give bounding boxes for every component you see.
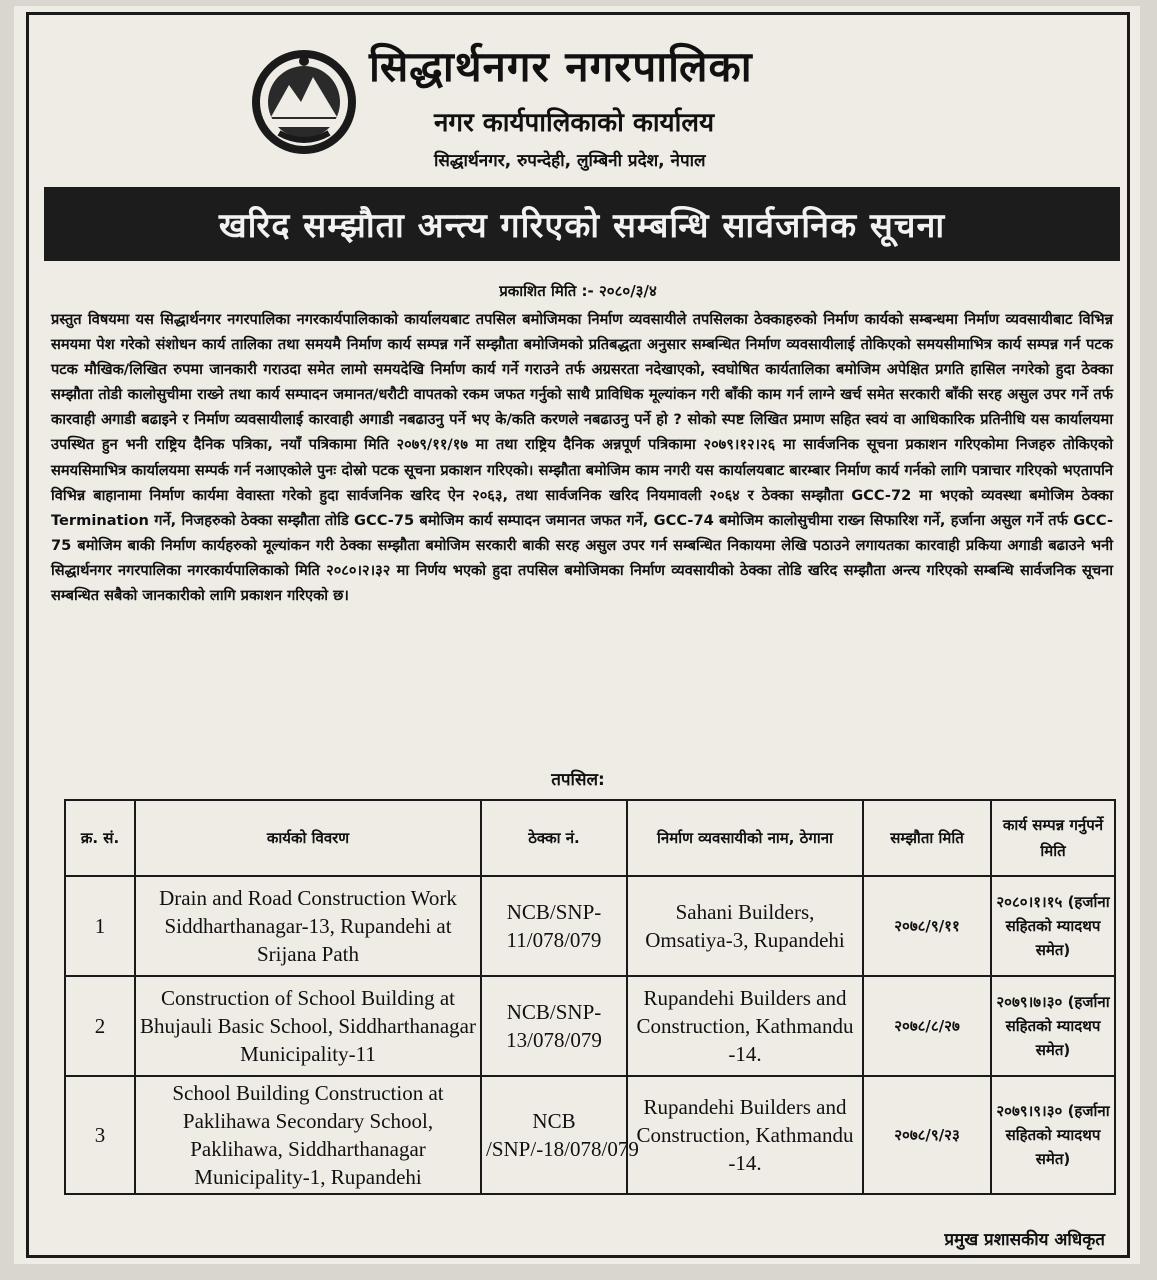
header-agreement-date: सम्झौता मिति <box>863 800 991 876</box>
row-contractor: Rupandehi Builders and Construction, Kathmandu -14. <box>627 1076 863 1194</box>
header-contractor: निर्माण व्यवसायीको नाम, ठेगाना <box>627 800 863 876</box>
row-contract-no: NCB/SNP-13/078/079 <box>481 976 627 1076</box>
row-agreement-date: २०७८/८/२७ <box>863 976 991 1076</box>
table-row <box>65 1076 1115 1194</box>
header-contract-no: ठेक्का नं. <box>481 800 627 876</box>
details-heading: तपसिल: <box>551 770 605 790</box>
row-contractor: Sahani Builders, Omsatiya-3, Rupandehi <box>627 876 863 976</box>
row-contractor: Rupandehi Builders and Construction, Kathmandu -14. <box>627 976 863 1076</box>
row-sn: 3 <box>65 1076 135 1194</box>
row-sn: 1 <box>65 876 135 976</box>
organization-name: सिद्धार्थनगर नगरपालिका <box>369 42 753 91</box>
row-completion-date: २०७९।९।३० (हर्जाना सहितको म्यादथप समेत) <box>991 1076 1115 1194</box>
notice-page <box>14 6 1140 1264</box>
header-sn: क्र. सं. <box>65 800 135 876</box>
header-work: कार्यको विवरण <box>135 800 481 876</box>
government-emblem-icon <box>249 47 359 157</box>
row-contract-no: NCB /SNP/-18/078/079 <box>481 1076 627 1194</box>
signatory-title: प्रमुख प्रशासकीय अधिकृत <box>944 1230 1105 1250</box>
notice-title: खरिद सम्झौता अन्त्य गरिएको सम्बन्धि सार्वजनिक सूचना <box>44 187 1120 261</box>
office-address: सिद्धार्थनगर, रुपन्देही, लुम्बिनी प्रदेश, नेपाल <box>434 151 706 171</box>
row-agreement-date: २०७८/९/२३ <box>863 1076 991 1194</box>
header-completion-date: कार्य सम्पन्न गर्नुपर्ने मिति <box>991 800 1115 876</box>
row-sn: 2 <box>65 976 135 1076</box>
contracts-table <box>64 799 1116 1195</box>
published-date: प्रकाशित मिति :- २०८०/३/४ <box>499 282 657 300</box>
row-work: Drain and Road Construction Work Siddharthanagar-13, Rupandehi at Srijana Path <box>135 876 481 976</box>
notice-body: प्रस्तुत विषयमा यस सिद्धार्थनगर नगरपालिका नगरकार्यपालिकाको कार्यालयबाट तपसिल बमोजिमका निर्माण व्यवसायीले तपसिलका ठेक्काहरुको निर्माण कार्यको सम्बन्धमा निर्माण व्यवसायीबाट विभिन्न समयमा पेश गरेको संशोधन कार्य तालिका तथा समयमै निर्माण कार्य सम्पन्न गर्ने सम्झौता बमोजिमको प्रतिबद्धता अनुसार सम्बन्धित निर्माण व्यवसायीलाई तोकिएको समयसीमाभित्र कार्य सम्पन्न गर्न पटक पटक मौखिक/लिखित रुपमा जानकारी गराउदा समेत लामो समयदेखि निर्माण कार्य गर्ने गराउने तर्फ अग्रसरता नदेखाएको, स्वघोषित कार्यतालिका बमोजिम अपेक्षित प्रगति हासिल नगरेको हुदा ठेक्का सम्झौता तोडी कालोसुचीमा राख्ने तथा कार्य सम्पादन जमानत/धरौटी वापतको रकम जफत गर्नुको साथै प्राविधिक मूल्यांकन गरी बाँकी काम गर्न लाग्ने खर्च समेत सरकारी बाँकी सरह असुल उपर गर्ने तर्फ कारवाही अगाडी बढाइने र निर्माण व्यवसायीलाई कारवाही अगाडी नबढाउनु पर्ने भए के/कति करणले नबढाउनु पर्ने हो ? सोको स्पष्ट लिखित प्रमाण सहित स्वयं वा आधिकारिक प्रतिनीधि यस कार्यालयमा उपस्थित हुन भनी राष्ट्रिय दैनिक पत्रिका, नयाँ पत्रिकामा मिति २०७९/११/१७ मा तथा राष्ट्रिय दैनिक अन्नपूर्ण पत्रिकामा २०७९।१२।२६ मा सार्वजनिक सूचना प्रकाशन गरिएकोमा निजहरु तोकिएको समयसिमाभित्र कार्यालयमा सम्पर्क गर्न नआएकोले पुनः दोस्रो पटक सूचना प्रकाशन गरिएको। सम्झौता बमोजिम काम नगरी यस कार्यालयबाट बारम्बार निर्माण कार्य गर्नको लागि पत्राचार गरिएको भएतापनि विभिन्न बाहानामा निर्माण कार्यमा वेवास्ता गरेको हुदा सार्वजनिक खरिद ऐन २०६३, तथा सार्वजनिक खरिद नियमावली २०६४ र ठेक्का सम्झौता GCC-72 मा भएको व्यवस्था बमोजिम ठेक्का Termination गर्ने, निजहरुको ठेक्का सम्झौता तोडि GCC-75 बमोजिम कार्य सम्पादन जमानत जफत गर्ने, GCC-74 बमोजिम कालोसुचीमा राख्न सिफारिश गर्ने, हर्जाना असुल गर्ने तर्फ GCC-75 बमोजिम बाकी निर्माण कार्यहरुको मूल्यांकन गरी ठेक्का सम्झौता बमोजिम सरकारी बाकी सरह असुल उपर गर्न सम्बन्धित निकायमा लेखि पठाउने लगायतका कारवाही प्रकिया अगाडी बढाउने भनी सिद्धार्थनगर नगरपालिका नगरकार्यपालिकाको मिति २०८०।२।३२ मा निर्णय भएको हुदा तपसिल बमोजिमका निर्माण व्यवसायीको ठेक्का तोडि खरिद सम्झौता अन्त्य गरिएको सम्बन्धि सार्वजनिक सूचना सम्बन्धित सबैको जानकारीको लागि प्रकाशन गरिएको छ। <box>51 311 1113 605</box>
table-row <box>65 876 1115 976</box>
office-name: नगर कार्यपालिकाको कार्यालय <box>434 108 715 138</box>
table-row <box>65 976 1115 1076</box>
row-work: Construction of School Building at Bhujauli Basic School, Siddharthanagar Municipality-11 <box>135 976 481 1076</box>
notice-frame <box>26 12 1130 1258</box>
letterhead <box>29 15 1127 185</box>
row-contract-no: NCB/SNP-11/078/079 <box>481 876 627 976</box>
row-work: School Building Construction at Paklihawa Secondary School, Paklihawa, Siddharthanagar Municipality-1, Rupandehi <box>135 1076 481 1194</box>
row-completion-date: २०८०।१।१५ (हर्जाना सहितको म्यादथप समेत) <box>991 876 1115 976</box>
table-header-row <box>65 800 1115 876</box>
row-agreement-date: २०७८/९/११ <box>863 876 991 976</box>
row-completion-date: २०७९।७।३० (हर्जाना सहितको म्यादथप समेत) <box>991 976 1115 1076</box>
